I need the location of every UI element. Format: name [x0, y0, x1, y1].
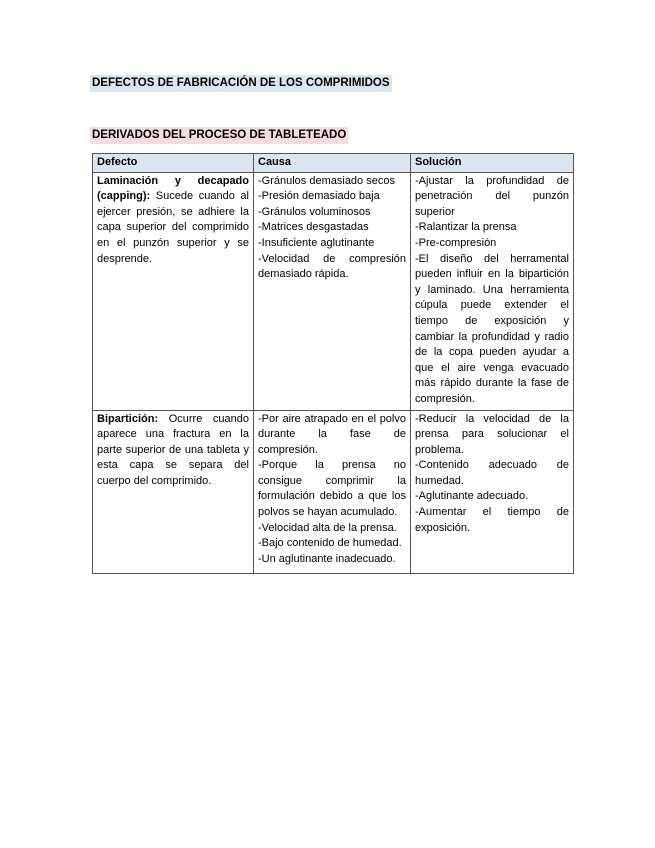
- list-item: -Aumentar el tiempo de exposición.: [415, 506, 569, 534]
- list-item: -Reducir la velocidad de la prensa para solucionar el problema.: [415, 412, 569, 456]
- header-defecto: Defecto: [93, 154, 254, 173]
- list-item: -Aglutinante adecuado.: [415, 490, 529, 503]
- list-item: -Velocidad de compresión demasiado rápida.: [258, 252, 406, 281]
- causa-cell: [254, 410, 411, 574]
- defect-name: Bipartición:: [97, 412, 159, 425]
- list-item: -Contenido adecuado de humedad.: [415, 459, 569, 487]
- defect-description: Sucede cuando al ejercer presión, se adhiere la capa superior del comprimido en el punzón superior y se desprende.: [97, 190, 249, 265]
- solucion-cell: [411, 410, 574, 574]
- list-item: -Por aire atrapado en el polvo durante la fase de compresión.: [258, 412, 406, 456]
- list-item: -Presión demasiado baja: [258, 190, 380, 203]
- list-item: -Bajo contenido de humedad.: [258, 537, 402, 550]
- list-item: -Velocidad alta de la prensa.: [258, 521, 397, 534]
- defecto-cell: [93, 410, 254, 574]
- list-item: -Porque la prensa no consigue comprimir la formulación debido a que los polvos se hayan acumulado.: [258, 459, 406, 519]
- table-header-row: [93, 154, 574, 173]
- list-item: -Pre-compresión: [415, 236, 497, 249]
- list-item: -Ralantizar la prensa: [415, 221, 517, 234]
- defecto-cell: [93, 172, 254, 410]
- header-solucion: Solución: [411, 154, 574, 173]
- document-title: DEFECTOS DE FABRICACIÓN DE LOS COMPRIMIDOS: [90, 75, 392, 92]
- list-item: -Matrices desgastadas: [258, 221, 369, 234]
- list-item: -Gránulos voluminosos: [258, 205, 371, 218]
- list-item: -El diseño del herramental pueden influir en la bipartición y laminado. Una herramienta cúpula puede extender el tiempo de exposición y cambiar la profundidad y radio de la copa pueden ayudar a que el aire venga evacuado más rápido durante la fase de compresión.: [415, 252, 569, 405]
- list-item: -Un aglutinante inadecuado.: [258, 552, 396, 565]
- causa-cell: [254, 172, 411, 410]
- list-item: -Ajustar la profundidad de penetración del punzón superior: [415, 174, 569, 218]
- list-item: -Gránulos demasiado secos: [258, 174, 395, 187]
- header-causa: Causa: [254, 154, 411, 173]
- defects-table: [92, 153, 574, 574]
- table-row: [93, 172, 574, 410]
- solucion-cell: [411, 172, 574, 410]
- section-subtitle: DERIVADOS DEL PROCESO DE TABLETEADO: [90, 127, 348, 144]
- defect-description: Ocurre cuando aparece una fractura en la parte superior de una tableta y esta capa se separa del cuerpo del comprimido.: [97, 412, 250, 487]
- table-row: [93, 410, 574, 574]
- list-item: -Insuficiente aglutinante: [258, 236, 375, 249]
- defect-name: Laminación y decapado (capping):: [97, 174, 249, 203]
